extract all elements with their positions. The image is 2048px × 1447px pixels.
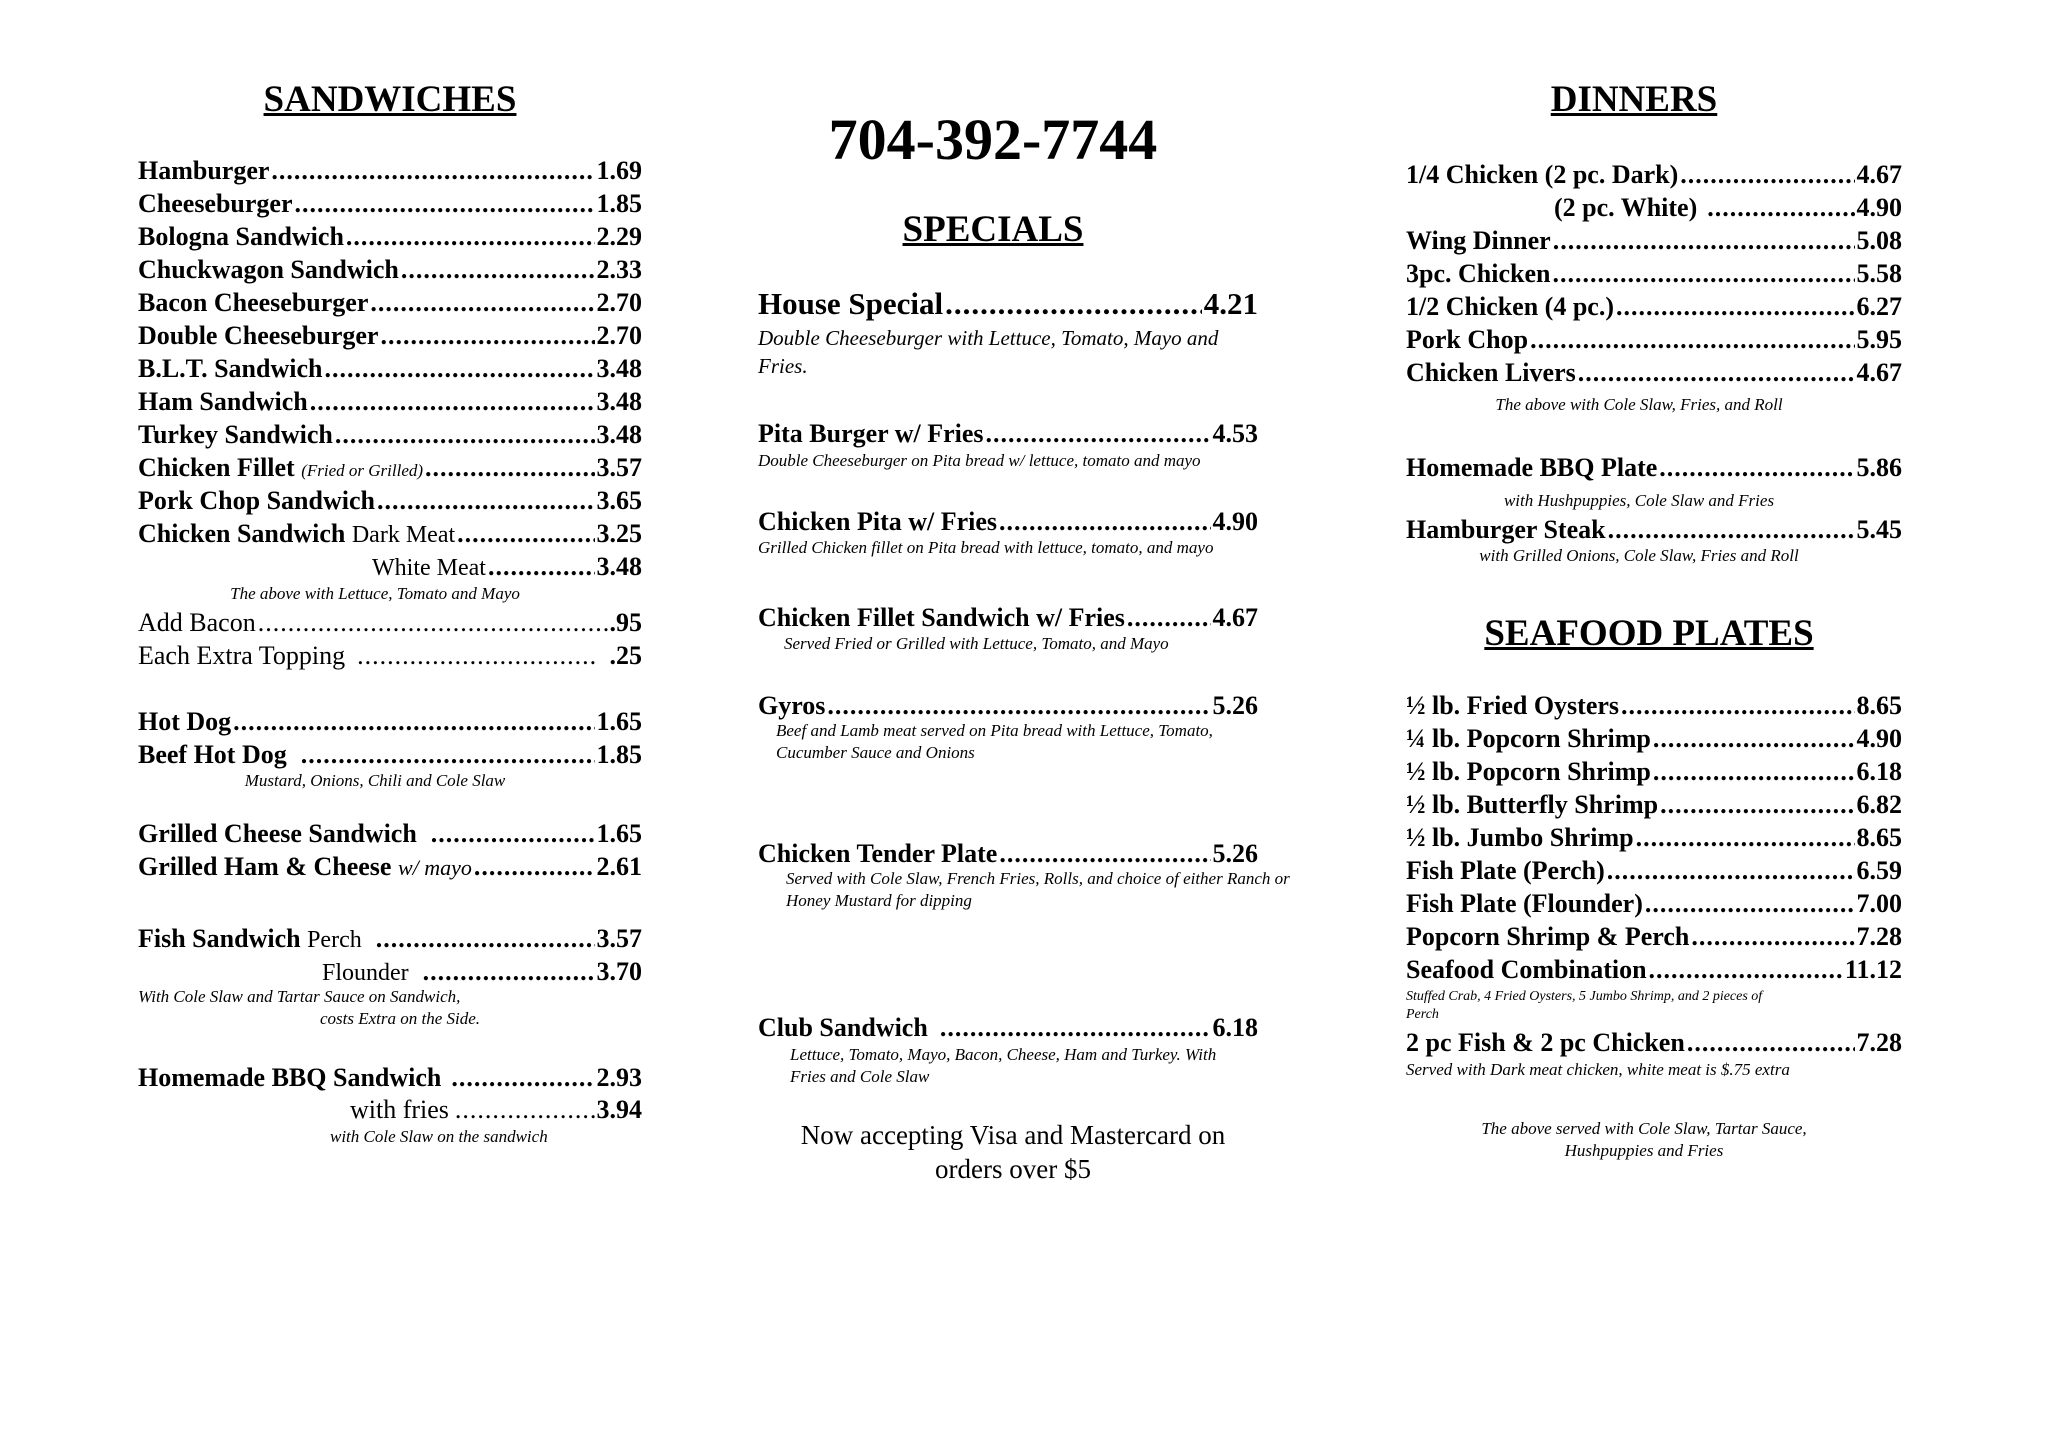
- menu-item: Fish Sandwich Perch ..... 3.57: [138, 923, 642, 956]
- sandwiches-heading: SANDWICHES: [263, 79, 517, 120]
- menu-item: 3pc. Chicken ..... 5.58: [1406, 258, 1902, 290]
- menu-item: 1/4 Chicken (2 pc. Dark) ..... 4.67: [1406, 159, 1902, 191]
- menu-note: Double Cheeseburger on Pita bread w/ lettuce, tomato and mayo: [758, 451, 1201, 470]
- menu-item: Bologna Sandwich ..... 2.29: [138, 221, 642, 253]
- menu-note: with Cole Slaw on the sandwich: [330, 1127, 548, 1146]
- menu-item: Homemade BBQ Sandwich ..... 2.93: [138, 1062, 642, 1094]
- menu-item: Pita Burger w/ Fries ..... 4.53: [758, 418, 1258, 450]
- menu-item: Chicken Fillet (Fried or Grilled) ..... 3.57: [138, 452, 642, 487]
- menu-note: costs Extra on the Side.: [320, 1009, 481, 1028]
- menu-item: Bacon Cheeseburger ..... 2.70: [138, 287, 642, 319]
- menu-item: ½ lb. Butterfly Shrimp ..... 6.82: [1406, 789, 1902, 821]
- menu-item: Club Sandwich ..... 6.18: [758, 1012, 1258, 1044]
- menu-item: B.L.T. Sandwich ..... 3.48: [138, 353, 642, 385]
- menu-note: The above with Lettuce, Tomato and Mayo: [230, 584, 520, 603]
- menu-note: Served with Dark meat chicken, white meat is $.75 extra: [1406, 1060, 1790, 1079]
- payment-note: Now accepting Visa and Mastercard on: [800, 1120, 1226, 1150]
- payment-note: orders over $5: [935, 1154, 1091, 1184]
- menu-item: (2 pc. White) ..... 4.90: [1554, 192, 1902, 224]
- menu-item: Grilled Ham & Cheese w/ mayo ..... 2.61: [138, 851, 642, 884]
- menu-note: With Cole Slaw and Tartar Sauce on Sandwich,: [138, 987, 461, 1006]
- menu-item: ½ lb. Jumbo Shrimp ..... 8.65: [1406, 822, 1902, 854]
- phone-number: 704-392-7744: [828, 107, 1158, 172]
- menu-item: Each Extra Topping ..... .25: [138, 640, 642, 672]
- menu-item: Chicken Tender Plate ..... 5.26: [758, 838, 1258, 870]
- menu-item: ½ lb. Popcorn Shrimp ..... 6.18: [1406, 756, 1902, 788]
- menu-item: Homemade BBQ Plate ..... 5.86: [1406, 452, 1902, 484]
- dinners-heading: DINNERS: [1550, 79, 1718, 120]
- menu-note: with Grilled Onions, Cole Slaw, Fries and Roll: [1479, 546, 1799, 565]
- menu-note: Stuffed Crab, 4 Fried Oysters, 5 Jumbo Shrimp, and 2 pieces of: [1406, 989, 1763, 1004]
- menu-item: Pork Chop Sandwich ..... 3.65: [138, 485, 642, 517]
- menu-item: Popcorn Shrimp & Perch ..... 7.28: [1406, 921, 1902, 953]
- menu-item: with fries ..... 3.94: [350, 1094, 642, 1126]
- menu-item: ¼ lb. Popcorn Shrimp ..... 4.90: [1406, 723, 1902, 755]
- menu-item: Hamburger Steak ..... 5.45: [1406, 514, 1902, 546]
- menu-item: Hamburger ..... 1.69: [138, 155, 642, 187]
- specials-heading: SPECIALS: [902, 209, 1084, 250]
- menu-item: Beef Hot Dog ..... 1.85: [138, 739, 642, 771]
- menu-note: with Hushpuppies, Cole Slaw and Fries: [1503, 491, 1775, 510]
- menu-item: Chicken Livers ..... 4.67: [1406, 357, 1902, 389]
- menu-note: Served with Cole Slaw, French Fries, Rolls, and choice of either Ranch or Honey Mustard for dipping: [786, 869, 1290, 910]
- menu-item: Turkey Sandwich ..... 3.48: [138, 419, 642, 451]
- seafood-heading: SEAFOOD PLATES: [1484, 613, 1814, 654]
- menu-item: Add Bacon ..... .95: [138, 607, 642, 639]
- menu-item: Chicken Fillet Sandwich w/ Fries ..... 4.67: [758, 602, 1258, 634]
- menu-item: Seafood Combination ..... 11.12: [1406, 954, 1902, 986]
- menu-item: Chicken Pita w/ Fries ..... 4.90: [758, 506, 1258, 538]
- menu-item: House Special ..... 4.21: [758, 288, 1258, 320]
- menu-item: ½ lb. Fried Oysters ..... 8.65: [1406, 690, 1902, 722]
- menu-note: Double Cheeseburger with Lettuce, Tomato, Mayo and Fries.: [758, 326, 1219, 378]
- menu-item: Chicken Sandwich Dark Meat ..... 3.25: [138, 518, 642, 551]
- menu-item: Wing Dinner ..... 5.08: [1406, 225, 1902, 257]
- menu-note: Served Fried or Grilled with Lettuce, Tomato, and Mayo: [784, 634, 1169, 653]
- menu-item: Grilled Cheese Sandwich ..... 1.65: [138, 818, 642, 850]
- menu-item: Chuckwagon Sandwich ..... 2.33: [138, 254, 642, 286]
- menu-item: Gyros ..... 5.26: [758, 690, 1258, 722]
- menu-item: Fish Plate (Perch) ..... 6.59: [1406, 855, 1902, 887]
- menu-note: Beef and Lamb meat served on Pita bread with Lettuce, Tomato, Cucumber Sauce and Onions: [776, 721, 1213, 762]
- menu-note: Grilled Chicken fillet on Pita bread with lettuce, tomato, and mayo: [758, 538, 1214, 557]
- menu-item: 1/2 Chicken (4 pc.) ..... 6.27: [1406, 291, 1902, 323]
- menu-item: Fish Plate (Flounder) ..... 7.00: [1406, 888, 1902, 920]
- menu-note: The above served with Cole Slaw, Tartar Sauce,: [1481, 1119, 1807, 1138]
- menu-item: Double Cheeseburger ..... 2.70: [138, 320, 642, 352]
- menu-item: Hot Dog ..... 1.65: [138, 706, 642, 738]
- menu-item: 2 pc Fish & 2 pc Chicken ..... 7.28: [1406, 1027, 1902, 1059]
- menu-item: Flounder ..... 3.70: [322, 956, 642, 989]
- menu-note: Mustard, Onions, Chili and Cole Slaw: [244, 771, 506, 790]
- menu-item: Pork Chop ..... 5.95: [1406, 324, 1902, 356]
- menu-note: Hushpuppies and Fries: [1564, 1141, 1724, 1160]
- menu-item: Cheeseburger ..... 1.85: [138, 188, 642, 220]
- menu-note: The above with Cole Slaw, Fries, and Roll: [1495, 395, 1783, 414]
- menu-note: Perch: [1406, 1007, 1439, 1022]
- menu-note: Lettuce, Tomato, Mayo, Bacon, Cheese, Ham and Turkey. With Fries and Cole Slaw: [790, 1045, 1217, 1086]
- menu-item: White Meat ..... 3.48: [372, 551, 642, 584]
- menu-item: Ham Sandwich ..... 3.48: [138, 386, 642, 418]
